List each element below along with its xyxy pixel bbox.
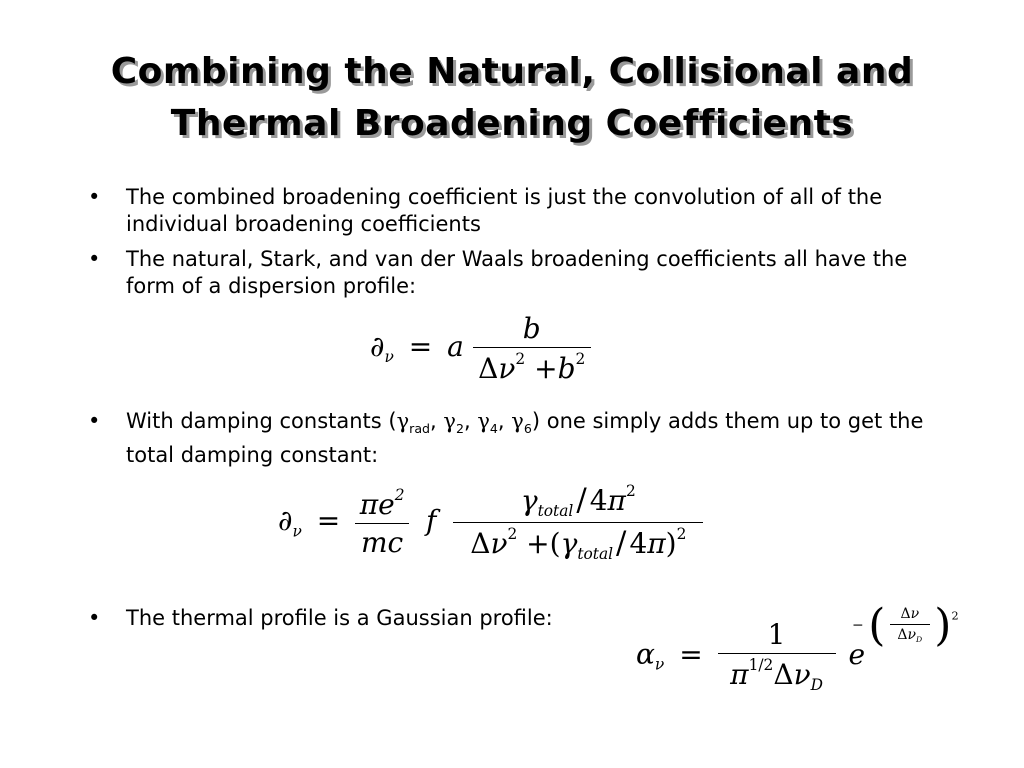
- exponent: 2: [625, 482, 636, 501]
- gaussian-exponent: [852, 600, 959, 651]
- exponent: 2: [515, 350, 526, 368]
- exponent: 2: [951, 609, 959, 623]
- nu-subscript: ν: [654, 655, 665, 674]
- numerator: b: [522, 312, 541, 345]
- exponent-fraction: [890, 606, 930, 644]
- nu-symbol: ν: [490, 527, 508, 561]
- slash: /: [576, 482, 587, 518]
- nu-subscript: ν: [292, 522, 302, 541]
- numerator: [890, 606, 930, 624]
- subscript-rad: rad: [409, 421, 431, 437]
- equals-sign: =: [679, 637, 703, 671]
- nu-symbol: ν: [793, 657, 811, 691]
- slide-title: [40, 46, 984, 150]
- coefficient-a: a: [447, 329, 464, 363]
- partial-symbol: ∂: [278, 504, 293, 538]
- pi-symbol: π: [607, 484, 626, 517]
- equals-sign: =: [316, 504, 341, 538]
- denominator: [453, 522, 703, 563]
- plus-sign: +: [534, 351, 558, 385]
- slash: /: [616, 525, 627, 562]
- pi-symbol: π: [730, 657, 749, 691]
- nu-symbol: ν: [498, 351, 516, 385]
- nu-subscript: ν: [384, 348, 394, 367]
- e-symbol: e: [378, 488, 395, 522]
- delta-symbol: Δ: [900, 606, 911, 623]
- pi-symbol: π: [359, 488, 379, 522]
- gamma-symbol: γ: [560, 527, 578, 561]
- subscript-6: 6: [523, 421, 532, 437]
- gaussian-equation: [636, 618, 865, 694]
- d-subscript: D: [810, 676, 823, 695]
- four: 4: [589, 484, 608, 517]
- numerator: [355, 486, 409, 523]
- e-symbol: e: [848, 637, 866, 671]
- total-subscript: total: [537, 502, 574, 521]
- bullet-1: [88, 184, 928, 238]
- denominator: [890, 624, 930, 644]
- gaussian-fraction: [718, 618, 836, 694]
- nu-symbol: ν: [907, 627, 917, 644]
- left-paren: (: [868, 600, 886, 651]
- gamma-symbol: γ: [396, 409, 410, 433]
- exponent: 2: [575, 350, 586, 368]
- denominator: [718, 653, 836, 694]
- text-part: ) one simply adds them up to get the total damping constant:: [126, 409, 924, 468]
- alpha-symbol: α: [636, 637, 655, 671]
- bullet-text: The thermal profile is a Gaussian profile:: [126, 606, 553, 630]
- bullet-dot: •: [88, 247, 101, 271]
- minus-sign: −: [852, 617, 864, 634]
- bullet-dot: •: [88, 606, 101, 630]
- partial-symbol: ∂: [370, 329, 385, 363]
- bullet-text: The natural, Stark, and van der Waals broadening coefficients all have the form of a dispersion profile:: [126, 247, 908, 298]
- title-line-2: Thermal Broadening Coefficients: [170, 103, 854, 144]
- gamma-symbol: γ: [520, 484, 538, 517]
- right-paren: ): [934, 600, 952, 651]
- exponent: 2: [507, 525, 518, 544]
- denominator: mc: [355, 523, 409, 559]
- denominator: [473, 347, 591, 385]
- left-paren: (: [549, 527, 561, 561]
- bullet-dot: •: [88, 185, 101, 209]
- exponent-half: 1/2: [748, 656, 774, 674]
- prefactor-fraction: [355, 486, 409, 559]
- delta-symbol: Δ: [478, 351, 499, 385]
- dispersion-equation: [370, 312, 591, 385]
- plus-sign: +: [526, 527, 550, 561]
- gamma-symbol: γ: [511, 409, 524, 433]
- delta-symbol: Δ: [773, 657, 794, 691]
- b-symbol: b: [557, 351, 576, 385]
- pi-symbol: π: [647, 527, 666, 561]
- fraction: [473, 312, 591, 385]
- gamma-symbol: γ: [477, 409, 490, 433]
- d-subscript: D: [916, 635, 923, 645]
- bullet-3: [88, 408, 928, 469]
- subscript-2: 2: [455, 421, 464, 437]
- total-subscript: total: [577, 545, 614, 564]
- delta-symbol: Δ: [897, 627, 908, 644]
- bullet-text: The combined broadening coefficient is just the convolution of all of the individual broadening coefficients: [126, 185, 883, 236]
- numerator: [453, 482, 703, 522]
- four: 4: [629, 527, 648, 561]
- delta-symbol: Δ: [470, 527, 491, 561]
- bullet-text: With damping constants ($\gamma_{rad}$, $\gamma_2$, $\gamma_4$, $\gamma_6$) one simply adds them up to get the total damping constant:: [126, 409, 924, 468]
- subscript-4: 4: [489, 421, 498, 437]
- profile-fraction: [453, 482, 703, 563]
- text-part: With damping constants (: [126, 409, 397, 433]
- title-line-1: Combining the Natural, Collisional and: [110, 51, 914, 92]
- numerator: 1: [767, 618, 786, 651]
- exponent: 2: [676, 525, 687, 544]
- exponent: 2: [394, 486, 405, 505]
- gamma-symbol: γ: [443, 409, 456, 433]
- bullet-dot: •: [88, 409, 101, 433]
- equals-sign: =: [408, 329, 433, 363]
- bullet-2: [88, 246, 928, 300]
- damping-equation: [278, 482, 703, 563]
- f-symbol: f: [426, 504, 437, 538]
- nu-symbol: ν: [910, 606, 920, 623]
- right-paren: ): [665, 527, 677, 561]
